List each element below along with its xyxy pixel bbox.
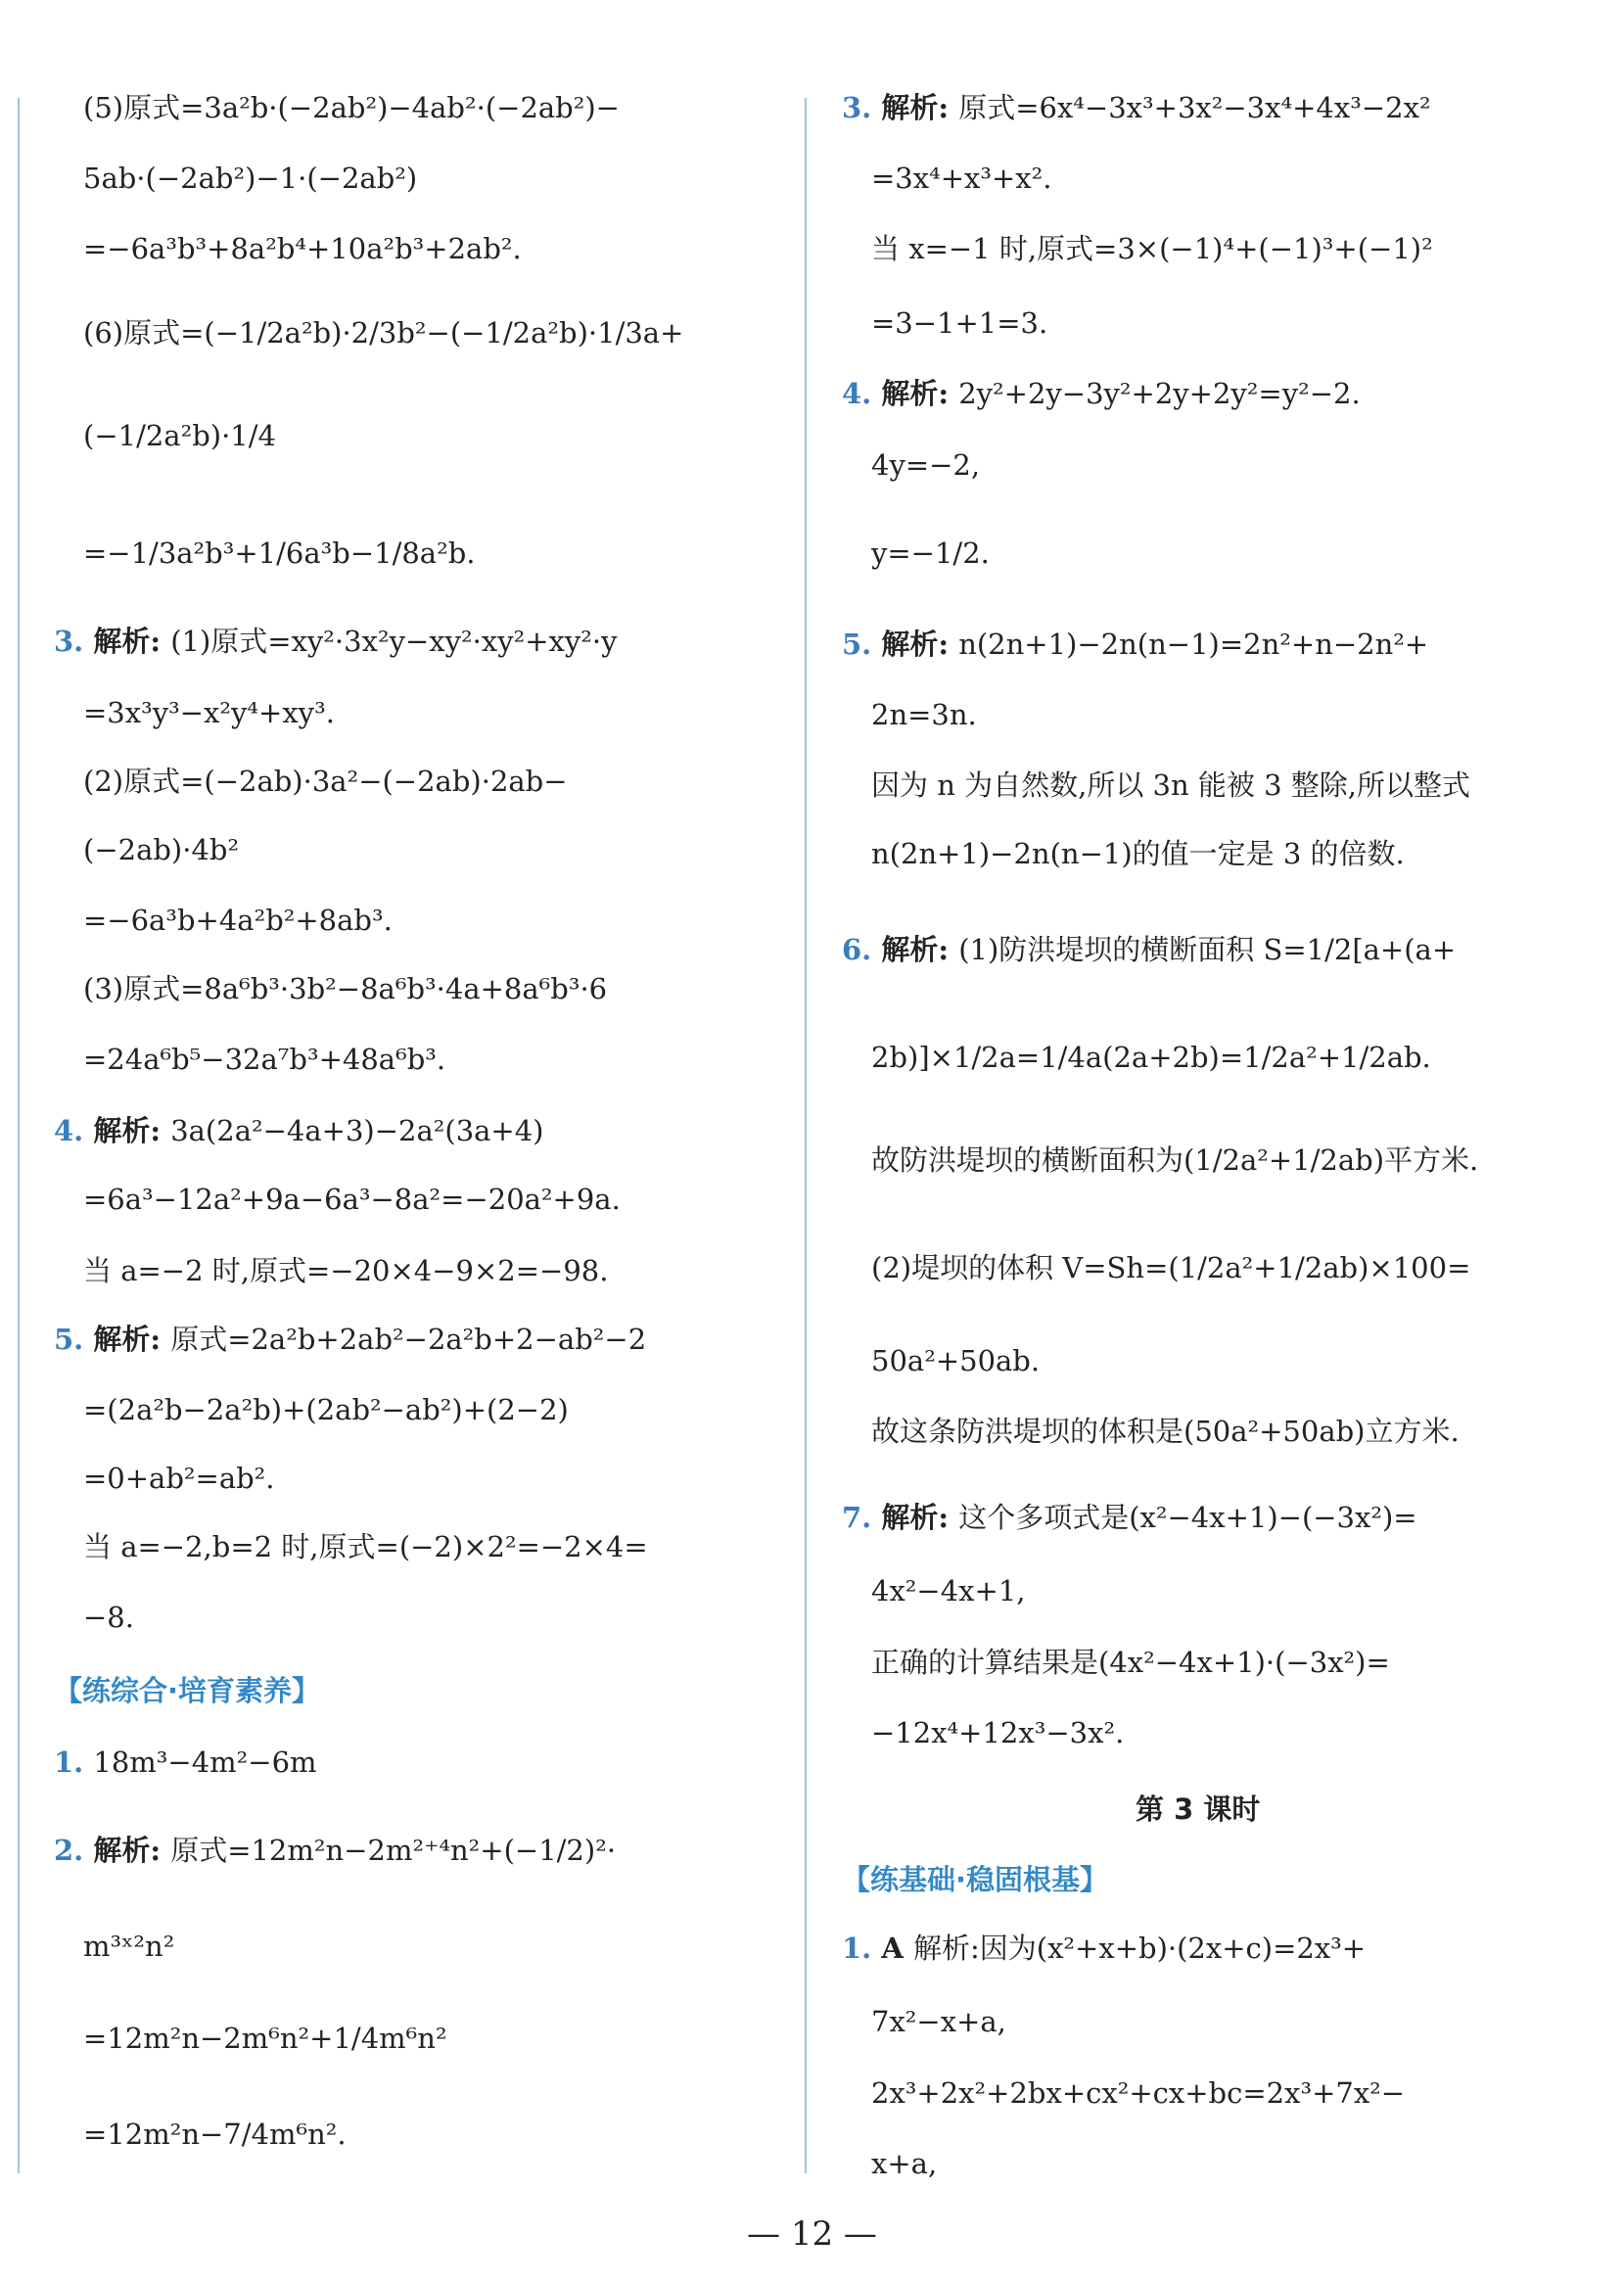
problem-label: 5. 解析: [54,1323,171,1356]
right-line [871,1643,1390,1682]
line-text: −8. [83,1601,134,1634]
left-line [83,2019,447,2058]
problem-label: 3. 解析: [842,91,959,124]
right-line [871,2002,1006,2041]
right-line [871,2144,937,2183]
line-text: =24a⁶b⁵−32a⁷b³+48a⁶b³. [83,1043,446,1076]
right-line [871,1571,1026,1610]
problem-label: 2. 解析: [54,1834,171,1867]
right-line [842,374,1361,413]
line-text: 3a(2a²−4a+3)−2a²(3a+4) [170,1114,544,1147]
right-line [871,1038,1431,1077]
right-line [871,159,1052,198]
line-text: 【练综合·培育素养】 [54,1674,321,1707]
left-line [83,762,568,801]
line-text: 当 a=−2 时,原式=−20×4−9×2=−98. [83,1254,609,1287]
left-line [83,901,393,940]
left-line [54,1743,317,1782]
line-text: 2b)]×1/2a=1/4a(2a+2b)=1/2a²+1/2ab. [871,1041,1431,1074]
left-line [83,1459,275,1498]
line-text: 2y²+2y−3y²+2y+2y²=y²−2. [958,377,1361,410]
left-line [83,416,276,455]
line-text: 18m³−4m²−6m [93,1746,317,1779]
line-text: 第 3 课时 [1136,1793,1261,1826]
line-text: 原式=6x⁴−3x³+3x²−3x⁴+4x³−2x² [958,91,1431,124]
section-heading [54,1671,320,1710]
line-text: =6a³−12a²+9a−6a³−8a²=−20a²+9a. [83,1183,621,1216]
problem-number: 1. [842,1932,872,1965]
right-line [842,1929,1366,1968]
right-line [871,1341,1040,1380]
left-line [83,830,239,869]
line-text: 4y=−2, [871,448,981,482]
problem-label: 5. 解析: [842,628,959,661]
line-text: =(2a²b−2a²b)+(2ab²−ab²)+(2−2) [83,1393,569,1426]
left-margin-rule [18,98,20,2173]
left-line [83,693,335,732]
right-line [871,1141,1478,1180]
line-text: 2n=3n. [871,698,977,731]
problem-label [54,1746,93,1779]
left-line [83,1040,445,1079]
right-line [871,1412,1460,1451]
problem-number: 3. [842,91,872,124]
line-text: =12m²n−2m⁶n²+1/4m⁶n² [83,2022,447,2055]
right-line [871,229,1433,268]
line-text: 当 a=−2,b=2 时,原式=(−2)×2²=−2×4= [83,1530,648,1563]
line-text: 4x²−4x+1, [871,1574,1026,1607]
problem-number: 7. [842,1501,872,1534]
line-text: (2)堤坝的体积 V=Sh=(1/2a²+1/2ab)×100= [871,1251,1471,1284]
line-text: 50a²+50ab. [871,1344,1041,1377]
line-text: m³ˣ²n² [83,1930,175,1963]
right-line [871,834,1405,873]
right-line [842,1498,1417,1537]
section-heading [842,1860,1108,1899]
right-line [871,534,990,573]
problem-label: 1. A [842,1932,913,1965]
right-line [871,695,977,734]
line-text: y=−1/2. [871,536,990,570]
problem-number: 3. [54,625,84,658]
problem-number: 4. [842,377,872,410]
line-text: =12m²n−7/4m⁶n². [83,2118,347,2151]
left-line [83,88,620,127]
left-line [83,2115,347,2154]
line-text: 原式=12m²n−2m²⁺⁴n²+(−1/2)²· [170,1834,617,1867]
right-line [871,1248,1470,1287]
line-text: 故这条防洪堤坝的体积是(50a²+50ab)立方米. [871,1415,1460,1448]
column-divider [805,98,807,2173]
line-text: 正确的计算结果是(4x²−4x+1)·(−3x²)= [871,1646,1390,1679]
problem-label: 7. 解析: [842,1501,959,1534]
right-line [871,2073,1405,2113]
problem-label: 3. 解析: [54,625,171,658]
line-text: 故防洪堤坝的横断面积为(1/2a²+1/2ab)平方米. [871,1143,1479,1177]
line-text: 这个多项式是(x²−4x+1)−(−3x²)= [958,1501,1417,1534]
left-line [83,534,476,573]
line-text: =3−1+1=3. [871,306,1048,340]
line-text: n(2n+1)−2n(n−1)的值一定是 3 的倍数. [871,837,1405,870]
problem-label: 4. 解析: [842,377,959,410]
line-text: (1)防洪堤坝的横断面积 S=1/2[a+(a+ [958,933,1457,966]
left-line [83,1390,569,1429]
left-line [83,1927,174,1966]
line-text: 解析:因为(x²+x+b)·(2x+c)=2x³+ [912,1932,1367,1965]
line-text: =3x³y³−x²y⁴+xy³. [83,696,335,729]
page-number: — 12 — [747,2214,877,2254]
right-line [871,766,1470,805]
line-text: x+a, [871,2147,938,2180]
line-text: (2)原式=(−2ab)·3a²−(−2ab)·2ab− [83,765,568,798]
line-text: 【练基础·稳固根基】 [842,1863,1109,1896]
left-line [83,229,522,268]
left-line [54,1111,544,1150]
right-line [871,303,1047,343]
line-text: =−1/3a²b³+1/6a³b−1/8a²b. [83,536,476,570]
line-text: 原式=2a²b+2ab²−2a²b+2−ab²−2 [170,1323,647,1356]
problem-number: 1. [54,1746,84,1779]
line-text: (−1/2a²b)·1/4 [83,419,276,452]
left-line [83,1598,134,1637]
problem-label: 4. 解析: [54,1114,171,1147]
line-text: (1)原式=xy²·3x²y−xy²·xy²+xy²·y [170,625,618,658]
line-text: =0+ab²=ab². [83,1462,275,1495]
problem-number: 5. [54,1323,84,1356]
line-text: 当 x=−1 时,原式=3×(−1)⁴+(−1)³+(−1)² [871,232,1433,265]
left-line [83,313,683,352]
problem-number: 2. [54,1834,84,1867]
line-text: (6)原式=(−1/2a²b)·2/3b²−(−1/2a²b)·1/3a+ [83,316,684,349]
problem-label: 6. 解析: [842,933,959,966]
line-text: 2x³+2x²+2bx+cx²+cx+bc=2x³+7x²− [871,2076,1406,2110]
line-text: 因为 n 为自然数,所以 3n 能被 3 整除,所以整式 [871,768,1471,802]
line-text: =−6a³b+4a²b²+8ab³. [83,904,393,937]
left-line [83,1527,648,1566]
left-line [54,1831,616,1870]
right-line [842,88,1431,127]
left-line [54,1320,646,1359]
right-line [842,930,1456,969]
right-line [842,625,1428,664]
line-text: (3)原式=8a⁶b³·3b²−8a⁶b³·4a+8a⁶b³·6 [83,972,608,1005]
problem-number: 5. [842,628,872,661]
line-text: =3x⁴+x³+x². [871,162,1052,195]
line-text: 5ab·(−2ab²)−1·(−2ab²) [83,162,418,195]
line-text: (−2ab)·4b² [83,833,240,866]
left-line [83,1251,608,1290]
left-line [54,622,617,661]
problem-number: 6. [842,933,872,966]
line-text: =−6a³b³+8a²b⁴+10a²b³+2ab². [83,232,522,265]
right-line [871,1713,1124,1752]
line-text: n(2n+1)−2n(n−1)=2n²+n−2n²+ [958,628,1429,661]
left-line [83,159,417,198]
left-line [83,1180,621,1219]
line-text: (5)原式=3a²b·(−2ab²)−4ab²·(−2ab²)− [83,91,620,124]
left-line [83,969,607,1008]
lesson-title [1136,1790,1260,1829]
right-line [871,445,980,485]
problem-number: 4. [54,1114,84,1147]
line-text: −12x⁴+12x³−3x². [871,1716,1125,1749]
line-text: 7x²−x+a, [871,2005,1006,2038]
